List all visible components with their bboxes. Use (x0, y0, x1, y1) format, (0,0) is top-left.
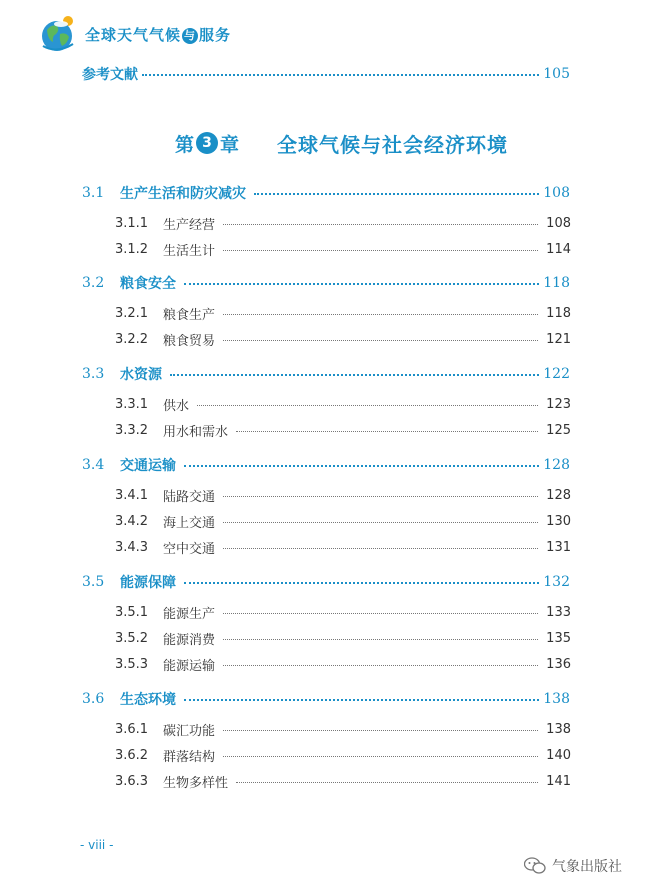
subsection-number: 3.3.2 (115, 422, 149, 438)
section-number: 3.2 (82, 275, 105, 291)
toc-subsection-3-2-2[interactable] (115, 329, 571, 349)
subsection-page: 138 (546, 721, 571, 737)
leader-dots (223, 224, 538, 225)
section-page: 118 (543, 275, 570, 291)
section-page: 122 (543, 366, 570, 382)
subsection-page: 108 (546, 215, 571, 231)
subsection-page: 118 (546, 305, 571, 321)
leader-dots (254, 193, 539, 195)
section-page: 132 (543, 574, 570, 590)
subsection-title: 用水和需水 (163, 424, 229, 440)
toc-subsection-3-1-1[interactable] (115, 213, 571, 233)
leader-dots (142, 74, 539, 76)
subsection-number: 3.6.3 (115, 773, 149, 789)
subsection-page: 114 (546, 241, 571, 257)
chapter-heading (175, 128, 508, 158)
subsection-title: 能源生产 (163, 606, 216, 622)
subsection-number: 3.5.3 (115, 656, 149, 672)
subsection-number: 3.5.2 (115, 630, 149, 646)
section-page: 138 (543, 691, 570, 707)
globe-logo-icon (35, 12, 79, 56)
leader-dots (236, 782, 538, 783)
leader-dots (184, 283, 539, 285)
leader-dots (223, 665, 538, 666)
subsection-number: 3.6.1 (115, 721, 149, 737)
toc-section-3-3[interactable] (82, 364, 570, 384)
chapter-label: 第 3 章 (175, 133, 240, 156)
book-title: 全球天气气候 与 服务 (85, 26, 232, 44)
leader-dots (223, 250, 538, 251)
leader-dots (184, 582, 539, 584)
chapter-title: 全球气候与社会经济环境 (277, 132, 509, 157)
watermark-text: 气象出版社 (552, 859, 622, 875)
subsection-title: 供水 (163, 398, 190, 414)
subsection-title: 粮食贸易 (163, 333, 216, 349)
leader-dots (184, 699, 539, 701)
subsection-number: 3.3.1 (115, 396, 149, 412)
toc-subsection-3-5-2[interactable] (115, 628, 571, 648)
toc-subsection-3-6-1[interactable] (115, 719, 571, 739)
section-title: 粮食安全 (120, 276, 176, 292)
subsection-title: 粮食生产 (163, 307, 216, 323)
subsection-title: 生活生计 (163, 243, 216, 259)
toc-section-3-6[interactable] (82, 689, 570, 709)
subsection-title: 能源运输 (163, 658, 216, 674)
section-title: 交通运输 (120, 458, 176, 474)
section-number: 3.1 (82, 185, 105, 201)
subsection-page: 125 (546, 422, 571, 438)
references-entry[interactable] (82, 64, 570, 84)
leader-dots (223, 756, 538, 757)
subsection-title: 生产经营 (163, 217, 216, 233)
section-number: 3.3 (82, 366, 105, 382)
leader-dots (223, 730, 538, 731)
subsection-number: 3.1.2 (115, 241, 149, 257)
chapter-number-badge: 3 (196, 132, 218, 154)
leader-dots (223, 340, 538, 341)
publisher-watermark (524, 856, 622, 876)
leader-dots (170, 374, 539, 376)
toc-section-3-5[interactable] (82, 572, 570, 592)
subsection-number: 3.1.1 (115, 215, 149, 231)
subsection-number: 3.4.3 (115, 539, 149, 555)
book-header (35, 12, 435, 56)
subsection-page: 136 (546, 656, 571, 672)
subsection-number: 3.2.2 (115, 331, 149, 347)
section-number: 3.4 (82, 457, 105, 473)
references-label: 参考文献 (82, 67, 138, 83)
subsection-page: 133 (546, 604, 571, 620)
subsection-page: 131 (546, 539, 571, 555)
toc-subsection-3-6-3[interactable] (115, 771, 571, 791)
section-page: 128 (543, 457, 570, 473)
toc-section-3-4[interactable] (82, 455, 570, 475)
subsection-page: 135 (546, 630, 571, 646)
subsection-title: 陆路交通 (163, 489, 216, 505)
section-title: 生态环境 (120, 692, 176, 708)
subsection-page: 141 (546, 773, 571, 789)
subsection-number: 3.4.2 (115, 513, 149, 529)
subsection-number: 3.6.2 (115, 747, 149, 763)
toc-subsection-3-4-2[interactable] (115, 511, 571, 531)
toc-subsection-3-3-2[interactable] (115, 420, 571, 440)
toc-section-3-1[interactable] (82, 183, 570, 203)
toc-subsection-3-5-3[interactable] (115, 654, 571, 674)
toc-subsection-3-4-1[interactable] (115, 485, 571, 505)
subsection-number: 3.4.1 (115, 487, 149, 503)
leader-dots (223, 613, 538, 614)
leader-dots (197, 405, 538, 406)
subsection-title: 空中交通 (163, 541, 216, 557)
toc-subsection-3-1-2[interactable] (115, 239, 571, 259)
subsection-number: 3.2.1 (115, 305, 149, 321)
page-folio: - viii - (80, 838, 114, 852)
subsection-title: 碳汇功能 (163, 723, 216, 739)
subsection-title: 生物多样性 (163, 775, 229, 791)
toc-section-3-2[interactable] (82, 273, 570, 293)
subsection-page: 128 (546, 487, 571, 503)
toc-subsection-3-4-3[interactable] (115, 537, 571, 557)
section-number: 3.5 (82, 574, 105, 590)
section-number: 3.6 (82, 691, 105, 707)
subsection-page: 130 (546, 513, 571, 529)
section-title: 能源保障 (120, 575, 176, 591)
subsection-number: 3.5.1 (115, 604, 149, 620)
subsection-title: 海上交通 (163, 515, 216, 531)
leader-dots (223, 522, 538, 523)
section-title: 水资源 (120, 367, 162, 383)
subsection-page: 121 (546, 331, 571, 347)
toc-subsection-3-6-2[interactable] (115, 745, 571, 765)
wechat-icon (524, 857, 546, 875)
section-page: 108 (543, 185, 570, 201)
subsection-page: 140 (546, 747, 571, 763)
toc-subsection-3-3-1[interactable] (115, 394, 571, 414)
leader-dots (223, 314, 538, 315)
subsection-page: 123 (546, 396, 571, 412)
leader-dots (236, 431, 538, 432)
toc-subsection-3-5-1[interactable] (115, 602, 571, 622)
leader-dots (223, 548, 538, 549)
title-conjunction-badge: 与 (184, 29, 197, 42)
leader-dots (223, 496, 538, 497)
leader-dots (223, 639, 538, 640)
subsection-title: 能源消费 (163, 632, 216, 648)
references-page: 105 (543, 66, 570, 82)
toc-subsection-3-2-1[interactable] (115, 303, 571, 323)
leader-dots (184, 465, 539, 467)
section-title: 生产生活和防灾减灾 (120, 186, 246, 202)
subsection-title: 群落结构 (163, 749, 216, 765)
